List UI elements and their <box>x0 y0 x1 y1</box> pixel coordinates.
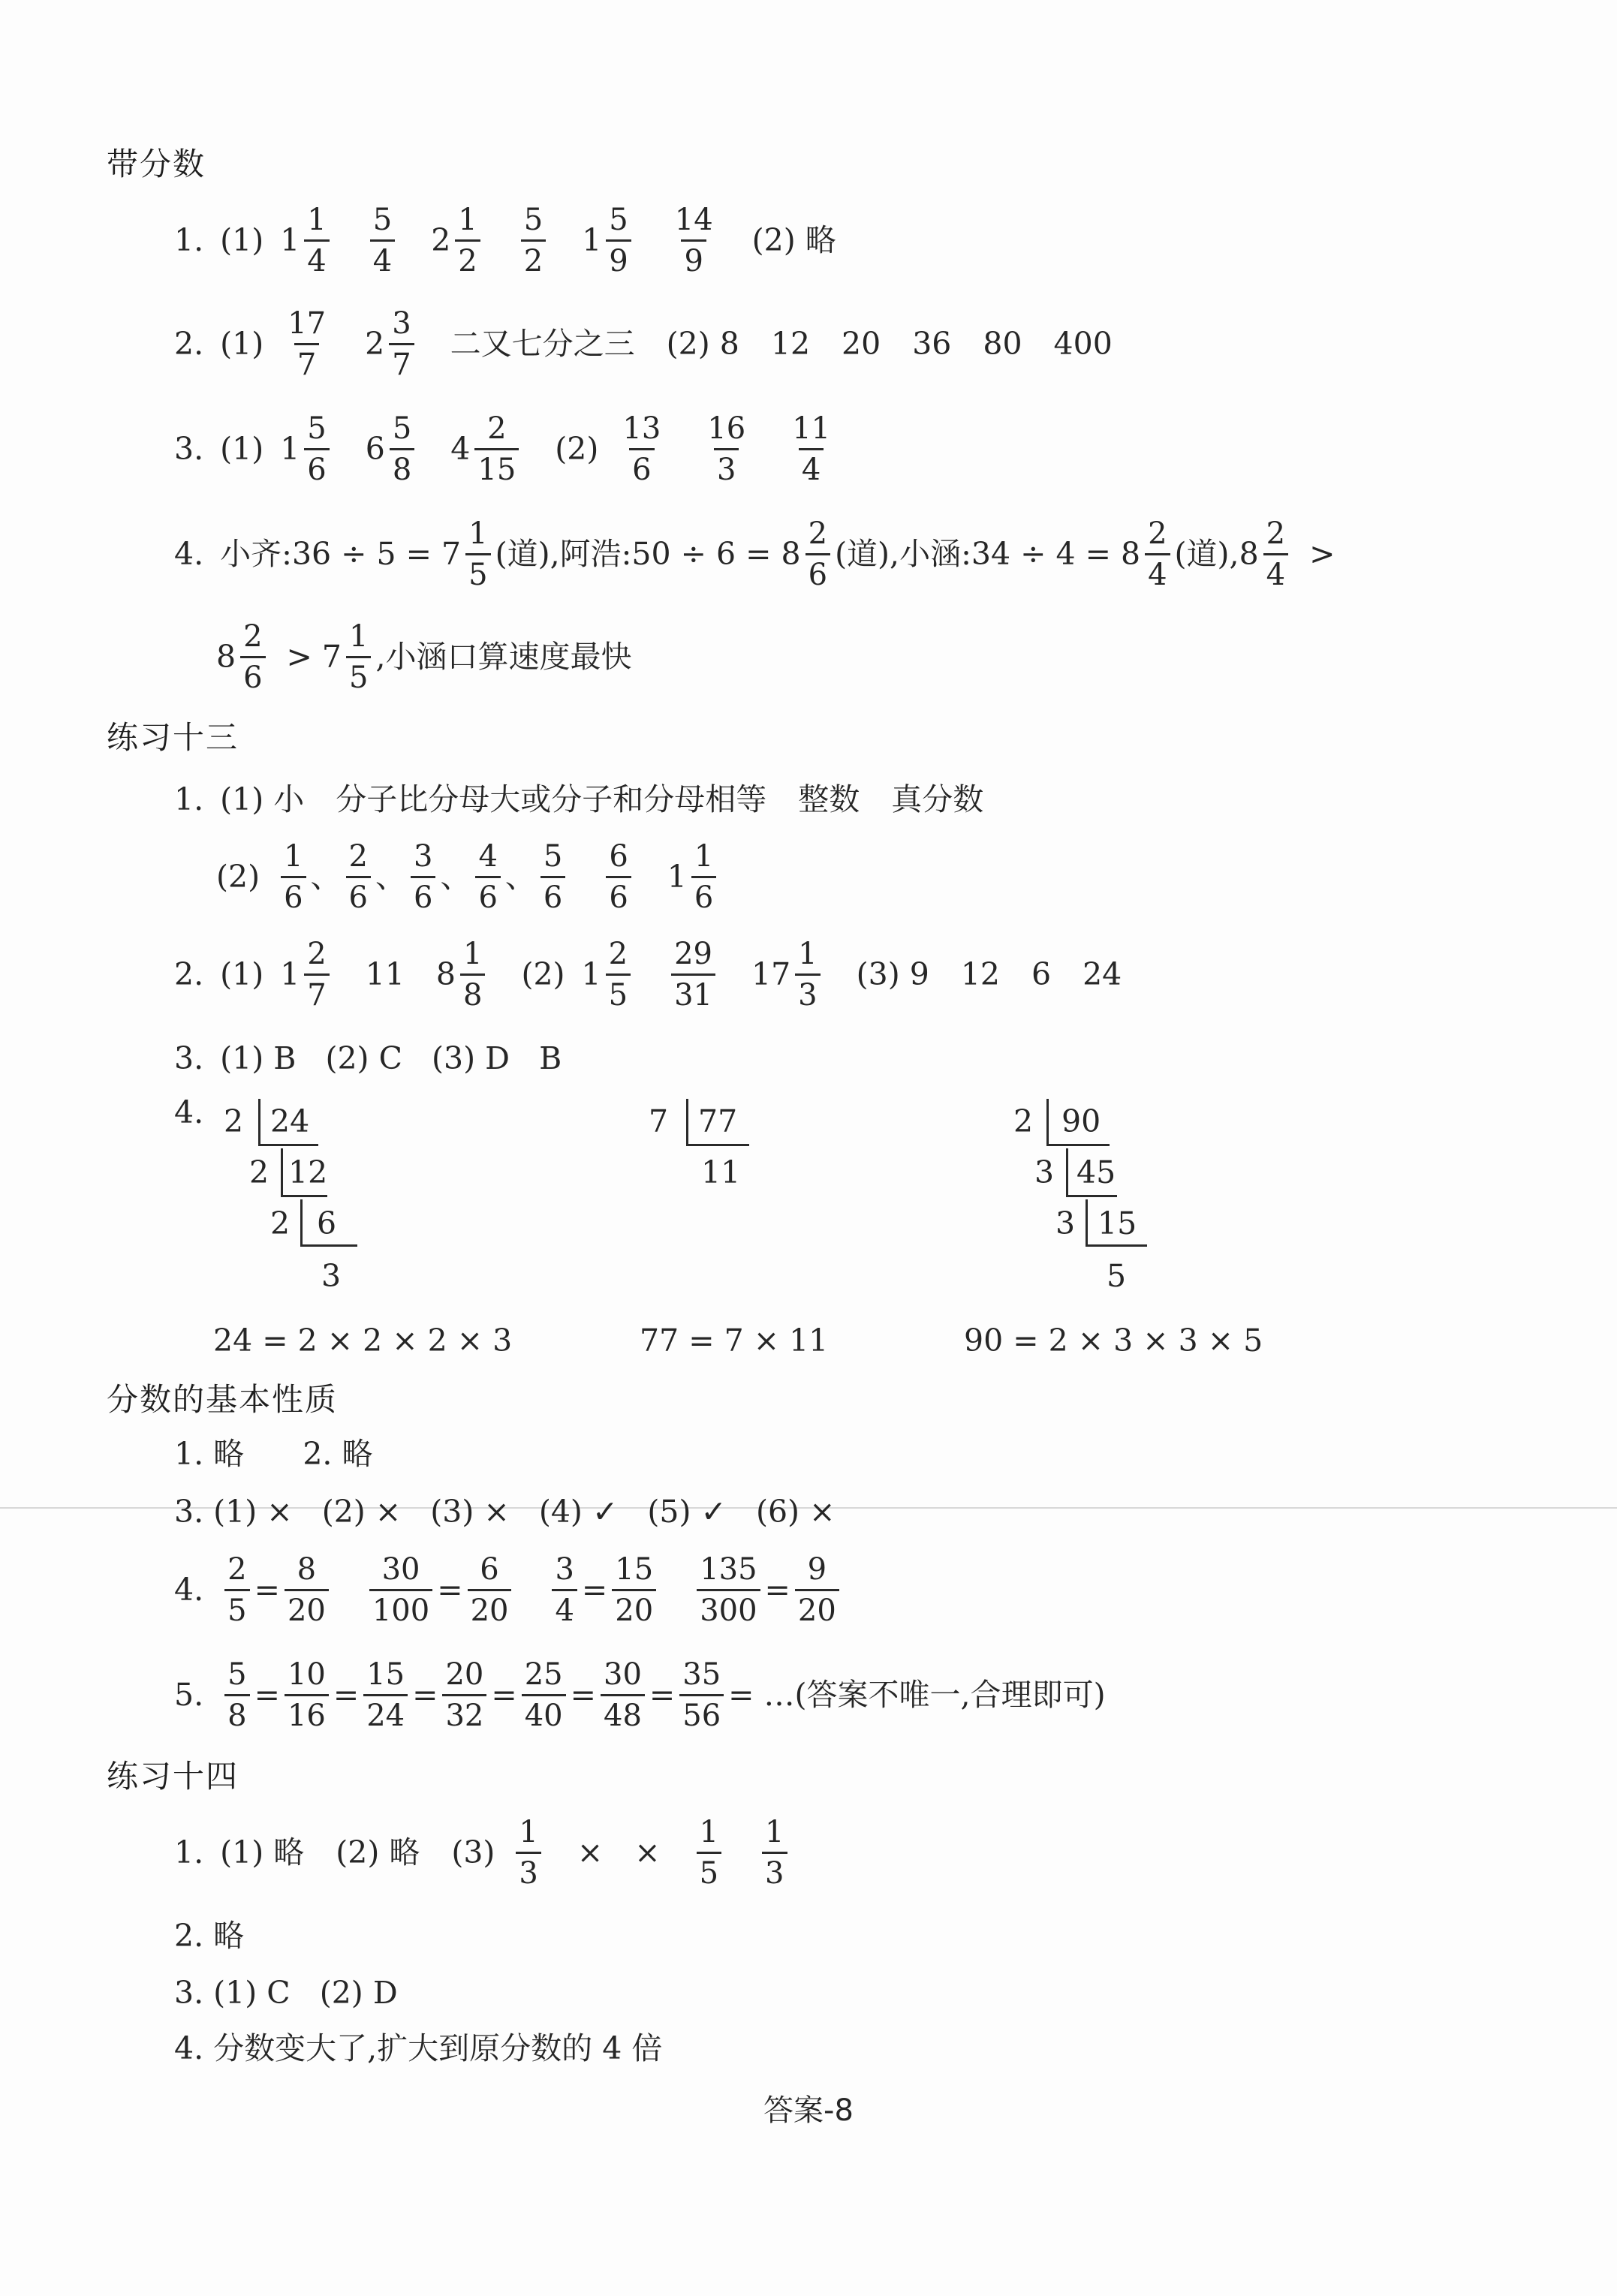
divisor: 3 <box>1034 1154 1055 1190</box>
fraction: 17 $\frac{1}{3}$ <box>751 939 825 1010</box>
equals-sign: = <box>570 1676 596 1713</box>
fraction: $\frac{5}{8}$ <box>224 1660 249 1731</box>
equals-sign: = <box>764 1571 790 1608</box>
fraction: $\frac{35}{56}$ <box>679 1660 724 1731</box>
division-bracket <box>300 1199 303 1246</box>
division-bracket <box>1046 1144 1110 1146</box>
division-bracket <box>1046 1099 1049 1145</box>
separator: 、 <box>310 858 342 895</box>
s4-q1 <box>174 1804 792 1901</box>
fraction: 2 $\frac{3}{7}$ <box>365 308 419 380</box>
q-number: 4. <box>174 1094 204 1130</box>
fraction: $\frac{2}{4}$ <box>1263 519 1288 590</box>
q-number: 4. <box>174 1571 204 1608</box>
answer-text: 分子比分母大或分子和分母相等 <box>336 781 767 817</box>
equals-sign: = <box>254 1676 280 1713</box>
part-label: (2) 8 <box>666 325 739 362</box>
fraction: $\frac{8}{20}$ <box>285 1554 329 1626</box>
s3-q4 <box>174 1541 844 1638</box>
fraction: $\frac{25}{40}$ <box>522 1660 566 1731</box>
fraction: $\frac{30}{100}$ <box>369 1554 432 1626</box>
answer-text: (道),8 <box>1174 535 1259 572</box>
quotient: 3 <box>321 1258 342 1294</box>
quotient: 45 <box>1076 1154 1116 1190</box>
part-label: (1) <box>220 221 264 258</box>
fraction: $\frac{3}{4}$ <box>552 1554 577 1626</box>
part-label: (1) <box>220 325 264 362</box>
quotient: 12 <box>288 1154 328 1190</box>
answer-text: 二又七分之三 <box>450 325 635 362</box>
answer-text: 整数 <box>798 781 860 817</box>
part-label: (1) 略 <box>220 1834 305 1870</box>
s2-q2 <box>174 925 1122 1023</box>
answer-text: (1) 小 <box>220 781 305 817</box>
q-number: 2. <box>174 325 204 362</box>
page-footer: 答案-8 <box>763 2093 854 2128</box>
answer-number: 20 <box>842 325 881 362</box>
division-bracket <box>1086 1244 1147 1247</box>
part-label: (2) 略 <box>751 221 836 258</box>
fraction: $\frac{2}{5}$ <box>224 1554 249 1626</box>
s1-q2 <box>174 295 1113 393</box>
division-bracket <box>1066 1195 1117 1197</box>
answer-text: 8 <box>216 638 236 675</box>
quotient: 15 <box>1098 1205 1137 1241</box>
separator: 、 <box>504 858 536 895</box>
divisor: 2 <box>270 1205 291 1241</box>
answer-text: 2. 略 <box>174 1917 245 1954</box>
factorization-24: 24 = 2 × 2 × 2 × 3 <box>213 1323 513 1359</box>
fraction: 1 $\frac{2}{5}$ <box>582 939 636 1010</box>
q-number: 2. <box>174 955 204 992</box>
division-bracket <box>300 1244 357 1247</box>
divisor: 2 <box>249 1154 270 1190</box>
fraction: $\frac{2}{6}$ <box>240 621 265 693</box>
answer-text: 3. (1) C (2) D <box>174 1974 398 2011</box>
q-number: 4. <box>174 535 204 572</box>
divisor: 3 <box>1055 1205 1076 1241</box>
answer-text: 3. (1) × (2) × (3) × (4) ✓ (5) ✓ (6) × <box>174 1493 836 1530</box>
quotient: 6 <box>317 1205 337 1241</box>
fraction: $\frac{29}{31}$ <box>671 939 715 1010</box>
fraction: $\frac{4}{6}$ <box>475 841 500 913</box>
fraction: 4 $\frac{2}{15}$ <box>450 414 523 485</box>
q-number: 1. <box>174 781 204 817</box>
s3-q5 <box>174 1646 1106 1744</box>
s2-q3 <box>174 1010 562 1107</box>
section-title-basic-property: 分数的基本性质 <box>107 1381 339 1418</box>
dividend: 77 <box>698 1103 738 1139</box>
part-label: (2) 略 <box>336 1834 420 1870</box>
fraction: $\frac{1}{3}$ <box>762 1817 787 1888</box>
answer-number: 12 <box>960 955 1000 992</box>
fraction: $\frac{30}{48}$ <box>601 1660 645 1731</box>
fraction: $\frac{1}{5}$ <box>697 1817 721 1888</box>
fraction: $\frac{6}{6}$ <box>606 841 631 913</box>
equals-sign: = <box>581 1571 608 1608</box>
q-number: 1. <box>174 221 204 258</box>
fraction: $\frac{20}{32}$ <box>442 1660 486 1731</box>
divisor: 2 <box>224 1103 244 1139</box>
division-bracket <box>686 1099 688 1145</box>
fraction: 1 $\frac{1}{6}$ <box>667 841 721 913</box>
answer-number: 24 <box>1083 955 1122 992</box>
answer-text: (道),小涵:34 ÷ 4 = 8 <box>835 535 1141 572</box>
fraction: $\frac{14}{9}$ <box>674 202 713 278</box>
fraction: 1 $\frac{5}{9}$ <box>582 205 636 276</box>
division-bracket <box>686 1144 749 1146</box>
answer-text: 4. 分数变大了,扩大到原分数的 4 倍 <box>174 2030 663 2066</box>
fraction: $\frac{16}{3}$ <box>707 411 746 487</box>
fraction: $\frac{2}{4}$ <box>1145 519 1170 590</box>
divisor: 2 <box>1013 1103 1034 1139</box>
answer-text: ,小涵口算速度最快 <box>375 638 632 675</box>
fraction: $\frac{135}{300}$ <box>697 1554 760 1626</box>
fraction: $\frac{6}{20}$ <box>468 1554 512 1626</box>
dividend: 90 <box>1061 1103 1101 1139</box>
part-label: (2) <box>216 858 260 895</box>
factorization-90: 90 = 2 × 3 × 3 × 5 <box>964 1323 1263 1359</box>
equals-sign: = <box>254 1571 280 1608</box>
section-title-exercise-13: 练习十三 <box>107 719 239 756</box>
cross-mark: × <box>577 1834 604 1870</box>
quotient: 5 <box>1107 1258 1127 1294</box>
division-bracket <box>1066 1148 1068 1196</box>
answer-text: 小齐:36 ÷ 5 = 7 <box>220 535 462 572</box>
fraction: $\frac{13}{6}$ <box>622 411 661 487</box>
section-title-mixed-fractions: 带分数 <box>107 146 206 182</box>
answer-text: = …(答案不唯一,合理即可) <box>728 1676 1106 1713</box>
fraction: 8 $\frac{1}{8}$ <box>436 939 490 1010</box>
part-label: (2) <box>521 955 565 992</box>
answer-text: (1) B (2) C (3) D B <box>220 1040 562 1076</box>
fraction: $\frac{5}{4}$ <box>370 205 395 276</box>
equals-sign: = <box>333 1676 360 1713</box>
q-number: 1. <box>174 1834 204 1870</box>
fraction: $\frac{10}{16}$ <box>285 1660 329 1731</box>
equals-sign: = <box>412 1676 438 1713</box>
fraction: $\frac{5}{6}$ <box>541 841 565 913</box>
answer-number: 36 <box>912 325 952 362</box>
answer-text: > 7 <box>286 638 342 675</box>
fraction: 1 $\frac{5}{6}$ <box>280 414 334 485</box>
fraction: $\frac{5}{2}$ <box>521 205 546 276</box>
part-label: (1) <box>220 955 264 992</box>
fraction: $\frac{3}{6}$ <box>411 841 435 913</box>
fraction: $\frac{15}{24}$ <box>363 1660 408 1731</box>
answer-number: 400 <box>1053 325 1113 362</box>
division-bracket <box>1086 1199 1088 1246</box>
fraction: $\frac{17}{7}$ <box>288 305 327 382</box>
fraction: $\frac{1}{5}$ <box>465 519 490 590</box>
s1-q3 <box>174 400 838 498</box>
fraction: $\frac{11}{4}$ <box>792 411 831 487</box>
part-label: (3) <box>451 1834 495 1870</box>
s2-q1b <box>216 828 721 925</box>
answer-text: > <box>1309 535 1335 572</box>
fraction: $\frac{1}{5}$ <box>346 621 371 693</box>
separator: 、 <box>440 858 471 895</box>
section-title-exercise-14: 练习十四 <box>107 1758 239 1795</box>
q-number: 3. <box>174 430 204 467</box>
fraction: $\frac{9}{20}$ <box>795 1554 839 1626</box>
s1-q1 <box>174 191 836 289</box>
s1-q4 <box>174 505 1335 603</box>
s4-q4 <box>174 2000 662 2097</box>
answer-text: (道),阿浩:50 ÷ 6 = 8 <box>495 535 801 572</box>
equals-sign: = <box>437 1571 463 1608</box>
fraction: $\frac{1}{3}$ <box>516 1817 541 1888</box>
fraction: $\frac{1}{6}$ <box>281 841 306 913</box>
fraction: 1 $\frac{2}{7}$ <box>280 939 334 1010</box>
separator: 、 <box>375 858 406 895</box>
division-bracket <box>281 1195 327 1197</box>
fraction: 1 $\frac{1}{4}$ <box>280 205 334 276</box>
cross-mark: × <box>634 1834 661 1870</box>
fraction: $\frac{2}{6}$ <box>805 519 830 590</box>
divisor: 7 <box>649 1103 669 1139</box>
part-label: (3) 9 <box>856 955 929 992</box>
answer-text: 真分数 <box>891 781 984 817</box>
answer-text: 1. 略 2. 略 <box>174 1435 373 1472</box>
division-bracket <box>281 1148 283 1196</box>
factorization-77: 77 = 7 × 11 <box>640 1323 829 1359</box>
part-label: (1) <box>220 430 264 467</box>
answer-number: 11 <box>365 955 405 992</box>
equals-sign: = <box>491 1676 517 1713</box>
answer-number: 6 <box>1031 955 1052 992</box>
division-bracket <box>258 1144 318 1146</box>
fraction: 2 $\frac{1}{2}$ <box>431 205 485 276</box>
q-number: 3. <box>174 1040 204 1076</box>
q-number: 5. <box>174 1676 204 1713</box>
division-bracket <box>258 1099 260 1145</box>
fraction: 6 $\frac{5}{8}$ <box>366 414 420 485</box>
fraction: $\frac{2}{6}$ <box>346 841 371 913</box>
answer-number: 12 <box>770 325 811 362</box>
equals-sign: = <box>649 1676 676 1713</box>
quotient: 11 <box>701 1154 741 1190</box>
part-label: (2) <box>555 430 599 467</box>
s1-q4-line2 <box>216 608 632 706</box>
fraction: $\frac{15}{20}$ <box>612 1554 656 1626</box>
answer-number: 80 <box>983 325 1022 362</box>
dividend: 24 <box>270 1103 310 1139</box>
